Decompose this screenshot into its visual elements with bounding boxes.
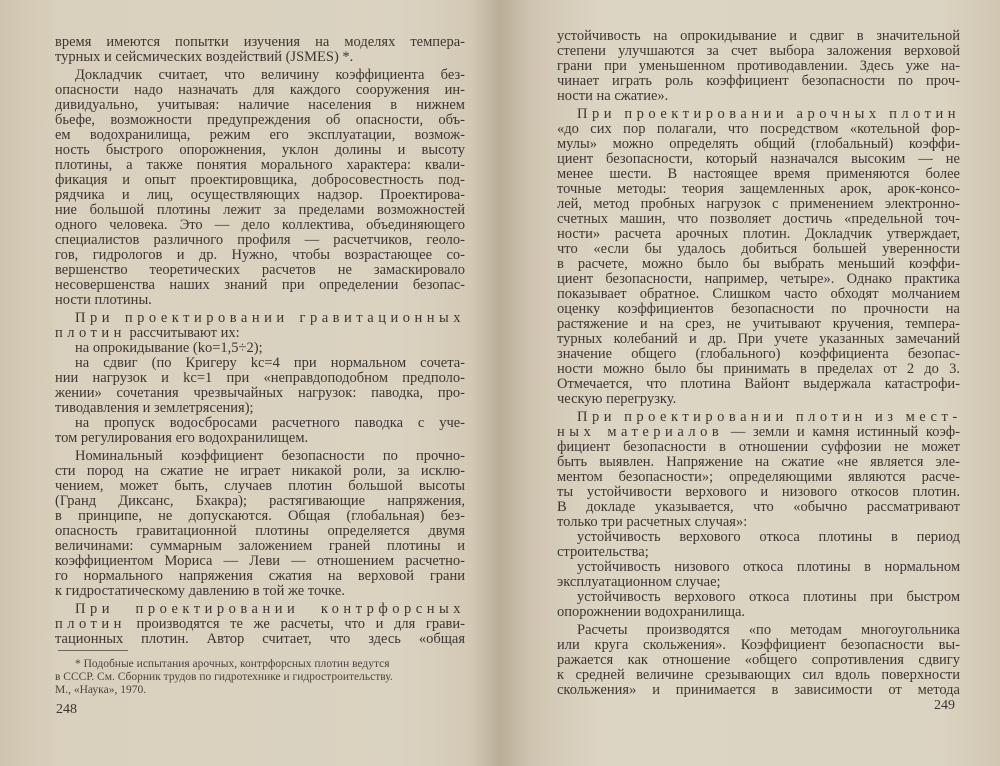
text-line (55, 203, 465, 218)
text-line (55, 356, 465, 371)
line-text: время имеются попытки изучения на моделях темпера- (55, 34, 465, 50)
line-text: специалистов различного профиля — расчетчиков, геоло- (55, 232, 465, 248)
text-line (55, 449, 465, 464)
text-line (55, 188, 465, 203)
text-line (55, 158, 465, 173)
text-line (55, 617, 465, 632)
line-text: показывает обратное. Слишком часто обходят молчанием (557, 286, 960, 302)
line-text: в принципе, не допускаются. Общая (глобальная) без- (55, 508, 465, 524)
spaced-heading-text: ных материалов (557, 424, 724, 440)
text-line (557, 362, 960, 377)
line-text: «до сих пор полагали, что посредством «котельной фор- (557, 121, 960, 137)
line-text: устойчивость низового откоса плотины в нормальном (577, 559, 960, 575)
line-text: жении» сочетания чрезвычайных нагрузок: паводка, про- (55, 385, 465, 401)
line-text: опорожнении водохранилища. (557, 604, 746, 620)
footnote-line: в СССР. См. Сборник трудов по гидротехнике и гидростроительству. (55, 671, 393, 683)
line-text: быть выявлен. Напряжение на сжатие «не является эле- (557, 454, 960, 470)
footnote (55, 658, 465, 697)
line-text: устойчивость верхового откоса плотины в период (577, 529, 960, 545)
text-line (557, 605, 960, 620)
line-text: плотины, а также понятия морального характера: квали- (55, 157, 465, 173)
line-text: ности можно было бы принимать в пределах от 2 до 3. (557, 361, 960, 377)
text-line (557, 122, 960, 137)
text-line (557, 287, 960, 302)
line-text: на пропуск водосбросами расчетного паводка с уче- (75, 415, 465, 431)
text-line (55, 278, 465, 293)
text-line (55, 98, 465, 113)
text-line (557, 392, 960, 407)
text-line (557, 668, 960, 683)
line-text: лей, метод пробных нагрузок с применением электронно- (557, 196, 960, 212)
text-line (557, 29, 960, 44)
line-text: Докладчик считает, что величину коэффициента без- (75, 67, 465, 83)
text-line (55, 128, 465, 143)
line-text: несовершенства наших знаний при определении безопас- (55, 277, 465, 293)
text-line (55, 509, 465, 524)
line-text: турных и сейсмических воздействий (JSMES) *. (55, 49, 354, 65)
text-line (55, 341, 465, 356)
text-line (55, 386, 465, 401)
text-line (55, 569, 465, 584)
spaced-heading-text: При проектировании арочных плотин (577, 106, 960, 122)
left-page-text (55, 35, 465, 647)
text-line (55, 173, 465, 188)
text-line (557, 272, 960, 287)
text-line (557, 590, 960, 605)
line-text: коэффициентом Мориса — Леви — отношением расчетно- (55, 553, 465, 569)
text-line (557, 107, 960, 122)
line-text: ем водохранилища, режим его эксплуатации, возмож- (55, 127, 465, 143)
text-line (557, 242, 960, 257)
text-line (557, 257, 960, 272)
line-text: дивидуально, учитывая: наличие населения в нижнем (55, 97, 465, 113)
text-line (557, 302, 960, 317)
text-line (55, 554, 465, 569)
text-line (55, 68, 465, 83)
text-line (557, 623, 960, 638)
text-line (557, 515, 960, 530)
line-text: ности» расчета арочных плотин. Докладчик утверждает, (557, 226, 960, 242)
spaced-heading-text: При проектировании контрфорсных (75, 601, 465, 617)
line-text: циент безопасности, например, четыре». Однако практика (557, 271, 960, 287)
line-text: на сдвиг (по Кригеру kс=4 при нормальном сочета- (75, 355, 465, 371)
text-line (55, 50, 465, 65)
text-line (557, 212, 960, 227)
text-line (557, 182, 960, 197)
line-text: чинает играть роль коэффициент безопасности по проч- (557, 73, 960, 89)
text-line (557, 317, 960, 332)
text-line (55, 248, 465, 263)
text-line (557, 545, 960, 560)
line-text: менее шести. В настоящее время применяются более (557, 166, 960, 182)
page-number-right: 249 (934, 698, 955, 713)
line-text: к средней величине срезывающих сил вдоль поверхности (557, 667, 960, 683)
line-text: строительства; (557, 544, 649, 560)
spaced-heading-text: плотин (55, 325, 126, 341)
line-text: одного человека. Это — дело коллектива, объединяющего (55, 217, 465, 233)
text-line (557, 683, 960, 698)
line-text: турных колебаний и др. При учете указанных замечаний (557, 331, 960, 347)
line-text: В докладе указывается, что «обычно рассматривают (557, 499, 960, 515)
text-line (55, 143, 465, 158)
text-line (55, 632, 465, 647)
text-line (55, 494, 465, 509)
text-line (55, 584, 465, 599)
line-text: ние большой плотины лежит за пределами возможностей (55, 202, 465, 218)
line-text: рассчитывают их: (125, 325, 240, 341)
line-text: том регулирования его водохранилищем. (55, 430, 309, 446)
line-text: ментом безопасности»; определяющими являются расче- (557, 469, 960, 485)
line-text: (Гранд Диксанс, Бхакра); растягивающие напряжения, (55, 493, 465, 509)
text-line (557, 530, 960, 545)
line-text: грани при уменьшенном противодавлении. Здесь уже на- (557, 58, 960, 74)
text-line (557, 44, 960, 59)
text-line (55, 311, 465, 326)
footnote-divider (58, 650, 128, 651)
text-line (557, 197, 960, 212)
line-text: циент безопасности, который назначался высоким — не (557, 151, 960, 167)
line-text: ческую перегрузку. (557, 391, 677, 407)
line-text: мулы» можно определять общий (глобальный) коэффи- (557, 136, 960, 152)
line-text: рядчика и лиц, осуществляющих надзор. Проектирова- (55, 187, 465, 203)
text-line (55, 35, 465, 50)
line-text: тационных плотин. Автор считает, что здесь «общая (55, 631, 465, 647)
text-line (55, 113, 465, 128)
line-text: вершенство теоретических расчетов не замаскировало (55, 262, 465, 278)
line-text: на опрокидывание (kо=1,5÷2); (75, 340, 263, 356)
text-line (55, 263, 465, 278)
text-line (55, 371, 465, 386)
line-text: тиводавления и землетрясения); (55, 400, 254, 416)
line-text: — земли и камня истинный коэф- (723, 424, 960, 440)
text-line (557, 89, 960, 104)
footnote-line: * Подобные испытания арочных, контрфорсных плотин ведутся (75, 658, 390, 670)
text-line (557, 500, 960, 515)
line-text: растяжение и на срез, не учитывают кручения, темпера- (557, 316, 960, 332)
line-text: го нормального напряжения сжатия на верховой грани (55, 568, 465, 584)
line-text: ности на сжатие». (557, 88, 669, 104)
line-text: фикация и опыт проектировщика, добросовестность под- (55, 172, 465, 188)
line-text: нии нагрузок и kс=1 при «неправдоподобном предполо- (55, 370, 465, 386)
line-text: устойчивость на опрокидывание и сдвиг в значительной (557, 28, 960, 44)
text-line (55, 401, 465, 416)
line-text: степени улучшаются за счет выбора заложения верховой (557, 43, 960, 59)
text-line (55, 233, 465, 248)
line-text: только три расчетных случая»: (557, 514, 748, 530)
line-text: Отмечается, что плотина Вайонт выдержала катастрофи- (557, 376, 960, 392)
line-text: Номинальный коэффициент безопасности по прочно- (75, 448, 465, 464)
text-line (557, 485, 960, 500)
text-line (557, 440, 960, 455)
line-text: устойчивость верхового откоса плотины при быстром (577, 589, 960, 605)
text-line (557, 167, 960, 182)
text-line (557, 332, 960, 347)
text-line (557, 227, 960, 242)
footnote-line: М., «Наука», 1970. (55, 684, 147, 696)
line-text: эксплуатационном случае; (557, 574, 721, 590)
line-text: к гидростатическому давлению в той же точке. (55, 583, 345, 599)
text-line (557, 59, 960, 74)
line-text: счетных машин, что позволяет достичь «предельной точ- (557, 211, 960, 227)
text-line (557, 425, 960, 440)
line-text: сти пород на сжатие не играет никакой роли, за исклю- (55, 463, 465, 479)
spaced-heading-text: плотин (55, 616, 126, 632)
line-text: ность быстрого опорожнения, уклон долины и высоту (55, 142, 465, 158)
text-line (55, 539, 465, 554)
text-line (557, 377, 960, 392)
line-text: ражается как отношение «общего сопротивления сдвигу (557, 652, 960, 668)
text-line (55, 602, 465, 617)
line-text: точные методы: теория защемленных арок, арок-консо- (557, 181, 960, 197)
text-line (55, 293, 465, 308)
text-line (557, 575, 960, 590)
text-line (557, 152, 960, 167)
line-text: величинами: суммарным заложением граней плотины и (55, 538, 465, 554)
spaced-heading-text: При проектировании плотин из мест- (577, 409, 962, 425)
text-line (557, 137, 960, 152)
line-text: скольжения» и принимается в зависимости от метода (557, 682, 960, 698)
line-text: оценку коэффициентов безопасности по прочности на (557, 301, 960, 317)
text-line (557, 653, 960, 668)
text-line (55, 479, 465, 494)
line-text: производятся те же расчеты, что и для грави- (125, 616, 465, 632)
line-text: в расчете, можно было бы выбрать меньший коэффи- (557, 256, 960, 272)
line-text: значение общего (глобального) коэффициента безопас- (557, 346, 960, 362)
text-line (55, 218, 465, 233)
text-line (55, 464, 465, 479)
text-line (55, 83, 465, 98)
text-line (557, 347, 960, 362)
text-line (55, 326, 465, 341)
text-line (557, 74, 960, 89)
line-text: чением, может быть, случаев плотин большой высоты (55, 478, 465, 494)
line-text: гов, гидрологов и др. Нужно, чтобы возрастающее со- (55, 247, 465, 263)
text-line (557, 455, 960, 470)
text-line (557, 470, 960, 485)
line-text: ности плотины. (55, 292, 152, 308)
text-line (55, 524, 465, 539)
text-line (557, 410, 960, 425)
spaced-heading-text: При проектировании гравитационных (75, 310, 465, 326)
text-line (55, 416, 465, 431)
line-text: что «если бы удалось добиться большей уверенности (557, 241, 960, 257)
line-text: опасность гравитационной плотины определяется двумя (55, 523, 465, 539)
text-line (557, 638, 960, 653)
line-text: бьефе, возможности предупреждения об опасности, объ- (55, 112, 465, 128)
line-text: или круга скольжения». Коэффициент безопасности вы- (557, 637, 960, 653)
page-number-left: 248 (56, 702, 77, 717)
right-page-text (557, 29, 960, 698)
line-text: фициент безопасности в отношении суффозии не может (557, 439, 960, 455)
line-text: ты устойчивости верхового и низового откосов плотин. (557, 484, 960, 500)
line-text: Расчеты производятся «по методам многоугольника (577, 622, 960, 638)
text-line (55, 431, 465, 446)
text-line (557, 560, 960, 575)
line-text: опасности надо назначать для каждого сооружения ин- (55, 82, 465, 98)
